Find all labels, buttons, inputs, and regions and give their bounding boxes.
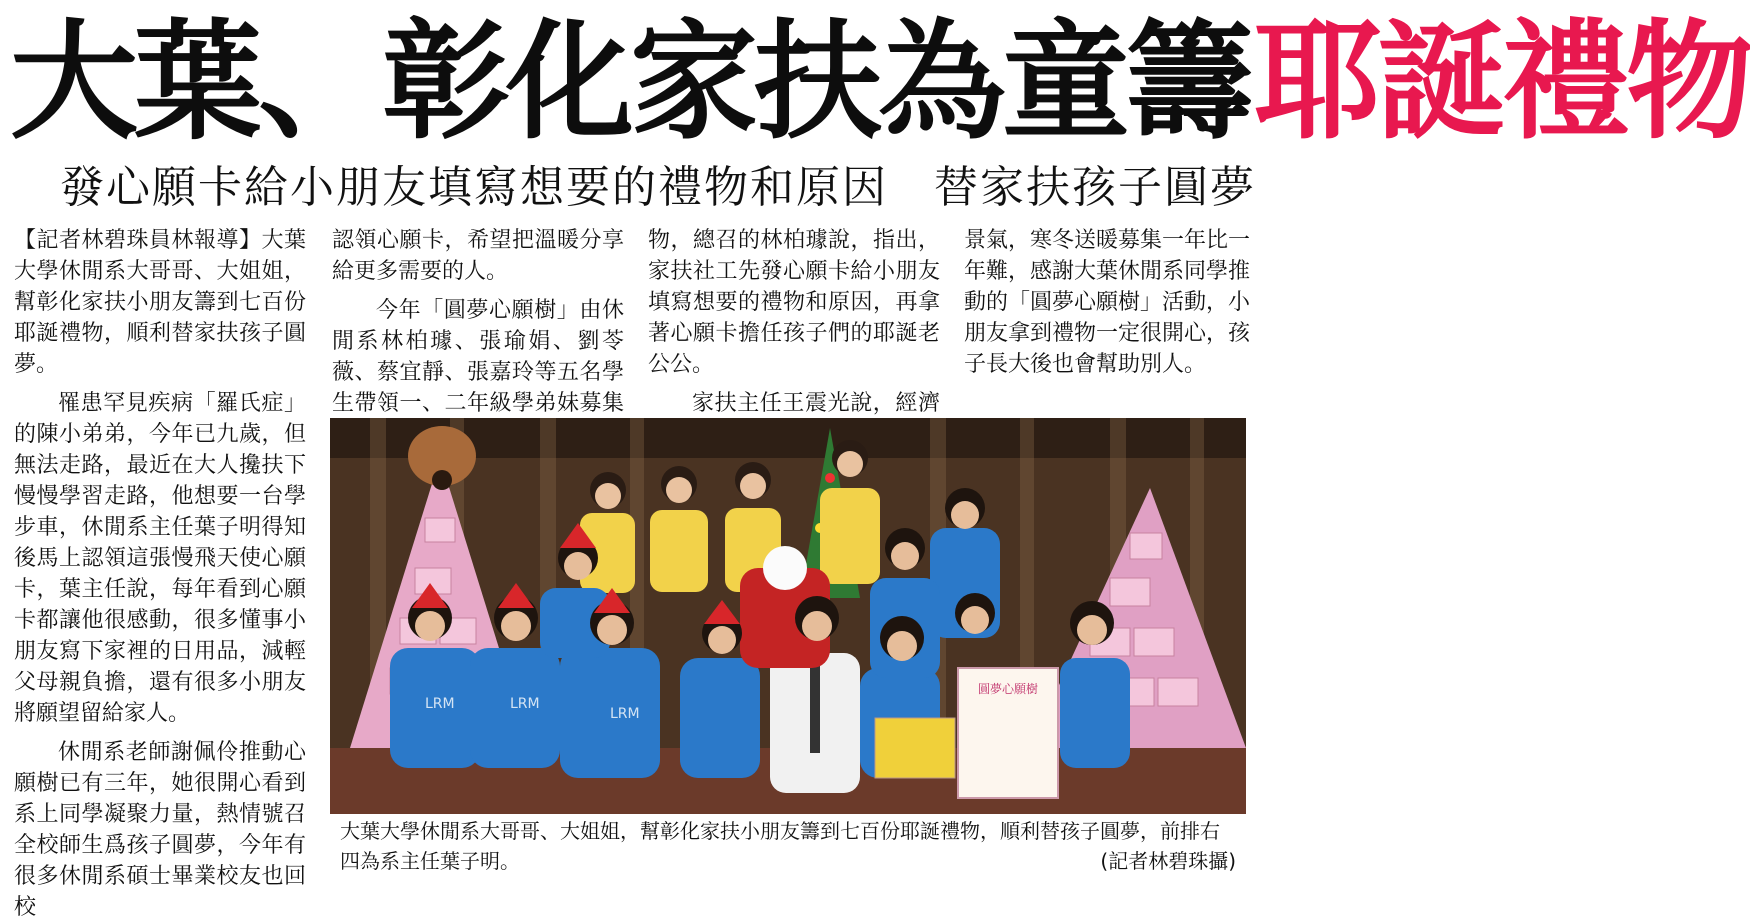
news-photo <box>330 418 1246 814</box>
photo-credit: (記者林碧珠攝) <box>1100 849 1236 873</box>
shirt-print: LRM <box>610 706 640 722</box>
paragraph: 休閒系老師謝佩伶推動心願樹已有三年，她很開心看到系上同學凝聚力量，熱情號召全校師生爲孩子圓夢，今年有很多休閒系碩士畢業校友也回校 <box>14 740 306 920</box>
shirt-print: LRM <box>510 696 540 712</box>
headline-highlight: 耶誕禮物 <box>1254 8 1750 157</box>
paragraph: 【記者林碧珠員林報導】大葉大學休閒系大哥哥、大姐姐，幫彰化家扶小朋友籌到七百份耶誕禮物，順利替家扶孩子圓夢。 <box>14 228 306 377</box>
group-photo-illustration <box>330 418 1246 814</box>
caption-text: 大葉大學休閒系大哥哥、大姐姐，幫彰化家扶小朋友籌到七百份耶誕禮物，順利替孩子圓夢，前排右四為系主任葉子明。 <box>340 819 1220 873</box>
article-column-1 <box>14 225 306 920</box>
headline <box>10 8 1750 158</box>
article-column-2 <box>332 225 624 450</box>
photo-caption <box>330 814 1246 878</box>
article-column-4 <box>964 225 1250 380</box>
paragraph: 認領心願卡，希望把溫暖分享給更多需要的人。 <box>332 228 624 284</box>
paragraph: 景氣，寒冬送暖募集一年比一年難，感謝大葉休閒系同學推動的「圓夢心願樹」活動，小朋友拿到禮物一定很開心，孩子長大後也會幫助別人。 <box>964 228 1251 377</box>
shirt-print: LRM <box>425 696 455 712</box>
paragraph: 罹患罕見疾病「羅氏症」的陳小弟弟，今年已九歲，但無法走路，最近在大人攙扶下慢慢學習走路，他想要一台學步車，休閒系主任葉子明得知後馬上認領這張慢飛天使心願卡，葉主任說，每年看到心願卡都讓他很感動，很多懂事小朋友寫下家裡的日用品，減輕父母親負擔，還有很多小朋友將願望留給家人。 <box>14 391 306 726</box>
article-column-3 <box>648 225 940 450</box>
wish-board-text: 圓夢心願樹 <box>977 682 1039 696</box>
gift-sign <box>875 718 955 778</box>
subheadline: 發心願卡給小朋友填寫想要的禮物和原因 替家扶孩子圓夢 <box>60 162 1256 213</box>
paragraph: 家扶主任王震光說，經濟 <box>692 391 940 416</box>
paragraph: 今年「圓夢心願樹」由休閒系林柏璩、張瑜娟、劉苓薇、蔡宜靜、張嘉玲等五名學生帶領一、二年級學弟妹募集 <box>332 298 624 416</box>
headline-main: 大葉、彰化家扶為童籌 <box>10 8 1251 157</box>
paragraph: 物，總召的林柏璩說，指出，家扶社工先發心願卡給小朋友填寫想要的禮物和原因，再拿著心願卡擔任孩子們的耶誕老公公。 <box>648 228 940 377</box>
